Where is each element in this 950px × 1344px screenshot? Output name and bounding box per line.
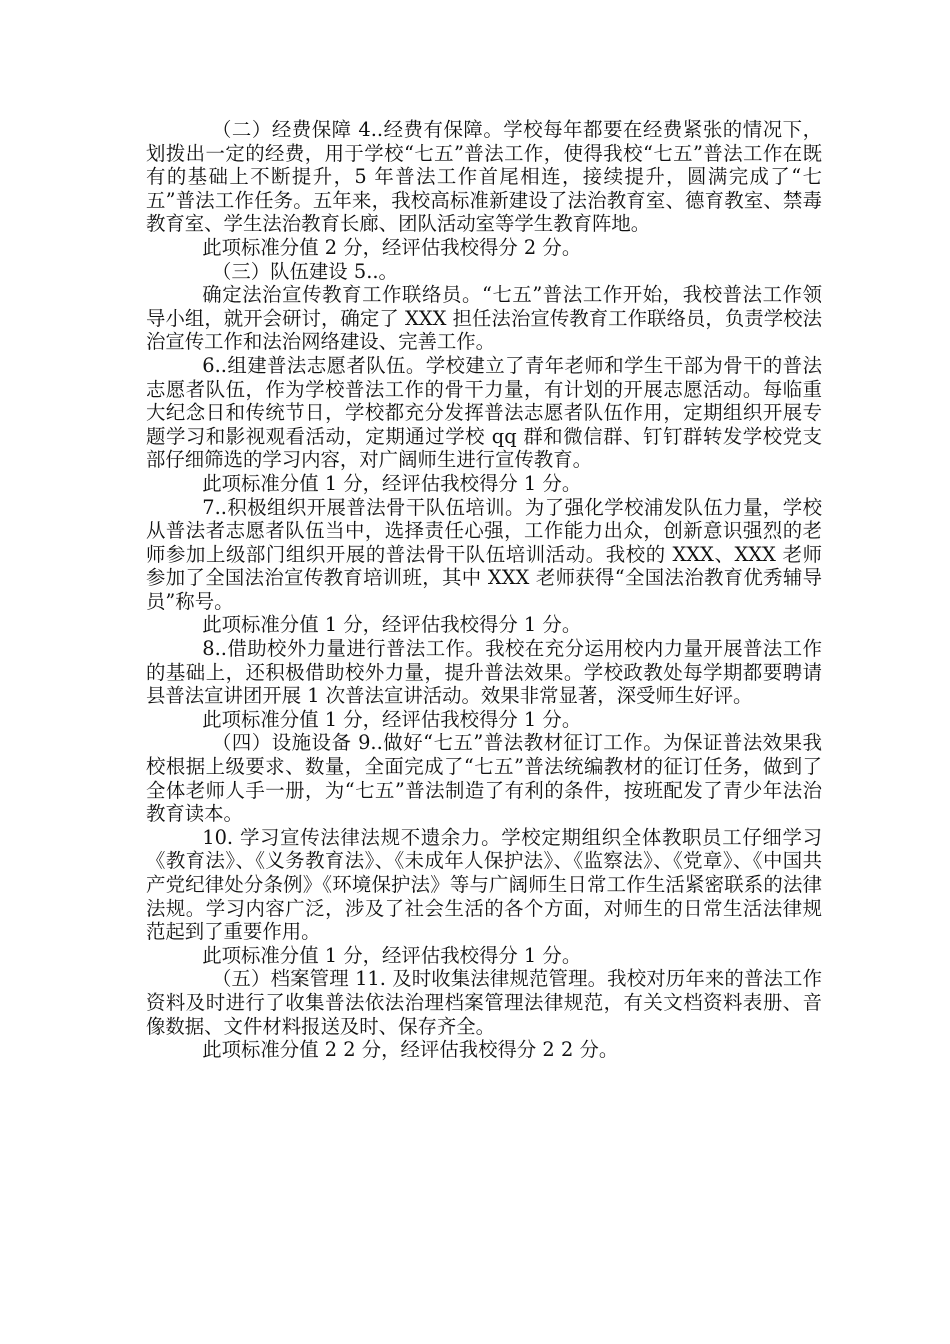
document-body [146, 118, 822, 1062]
score-line-archive: 此项标准分值 2 2 分，经评估我校得分 2 2 分。 [202, 1038, 619, 1062]
score-line-law-study: 此项标准分值 1 分，经评估我校得分 1 分。 [202, 943, 582, 967]
law-study-paragraph: 10. 学习宣传法律法规不遗余力。学校定期组织全体教职员工仔细学习《教育法》、《义务教育法》、《未成年人保护法》、《监察法》、《党章》、《中国共产党纪律处分条例》《环境保护法》等与广阔师生日常工作生活紧密联系的法律法规。学习内容广泛，涉及了社会生活的各个方面，对师生的日常生活法律规范起到了重要作用。 [146, 825, 822, 944]
external-force-paragraph: 8..借助校外力量进行普法工作。我校在充分运用校内力量开展普法工作的基础上，还积极借助校外力量，提升普法效果。学校政教处每学期都要聘请县普法宣讲团开展 1 次普法宣讲活动。效果非常显著，深受师生好评。 [146, 637, 822, 708]
liaison-paragraph: 确定法治宣传教育工作联络员。“七五”普法工作开始，我校普法工作领导小组，就开会研讨，确定了 XXX 担任法治宣传教育工作联络员，负责学校法治宣传工作和法治网络建设、完善工作。 [146, 283, 822, 354]
volunteer-team-paragraph: 6..组建普法志愿者队伍。学校建立了青年老师和学生干部为骨干的普法志愿者队伍，作为学校普法工作的骨干力量，有计划的开展志愿活动。每临重大纪念日和传统节日，学校都充分发挥普法志愿者队伍作用，定期组织开展专题学习和影视观看活动，定期通过学校 qq 群和微信群、钉钉群转发学校党支部仔细筛选的学习内容，对广阔师生进行宣传教育。 [146, 353, 822, 472]
score-line-volunteer: 此项标准分值 1 分，经评估我校得分 1 分。 [202, 471, 582, 495]
section-team-heading: （三）队伍建设 5..。 [211, 259, 398, 283]
score-line-training: 此项标准分值 1 分，经评估我校得分 1 分。 [202, 613, 582, 637]
section-funding-paragraph: （二）经费保障 4..经费有保障。学校每年都要在经费紧张的情况下，划拨出一定的经费，用于学校“七五”普法工作，使得我校“七五”普法工作在既有的基础上不断提升，5 年普法工作首尾相连，接续提升，圆满完成了“七五”普法工作任务。五年来，我校高标准新建设了法治教育室、德育教室、禁毒教育室、学生法治教育长廊、团队活动室等学生教育阵地。 [146, 118, 822, 236]
section-facilities-paragraph: （四）设施设备 9..做好“七五”普法教材征订工作。为保证普法效果我校根据上级要求、数量，全面完成了“七五”普法统编教材的征订任务，做到了全体老师人手一册，为“七五”普法制造了有利的条件，按班配发了青少年法治教育读本。 [146, 731, 822, 826]
section-archive-paragraph: （五）档案管理 11. 及时收集法律规范管理。我校对历年来的普法工作资料及时进行了收集普法依法治理档案管理法律规范，有关文档资料表册、音像数据、文件材料报送及时、保存齐全。 [146, 967, 822, 1038]
score-line-funding: 此项标准分值 2 分，经评估我校得分 2 分。 [202, 235, 582, 259]
training-paragraph: 7..积极组织开展普法骨干队伍培训。为了强化学校浦发队伍力量，学校从普法者志愿者队伍当中，选择责任心强，工作能力出众，创新意识强烈的老师参加上级部门组织开展的普法骨干队伍培训活动。我校的 XXX、XXX 老师参加了全国法治宣传教育培训班，其中 XXX 老师获得“全国法治教育优秀辅导员”称号。 [146, 495, 822, 613]
score-line-external: 此项标准分值 1 分，经评估我校得分 1 分。 [202, 707, 582, 731]
